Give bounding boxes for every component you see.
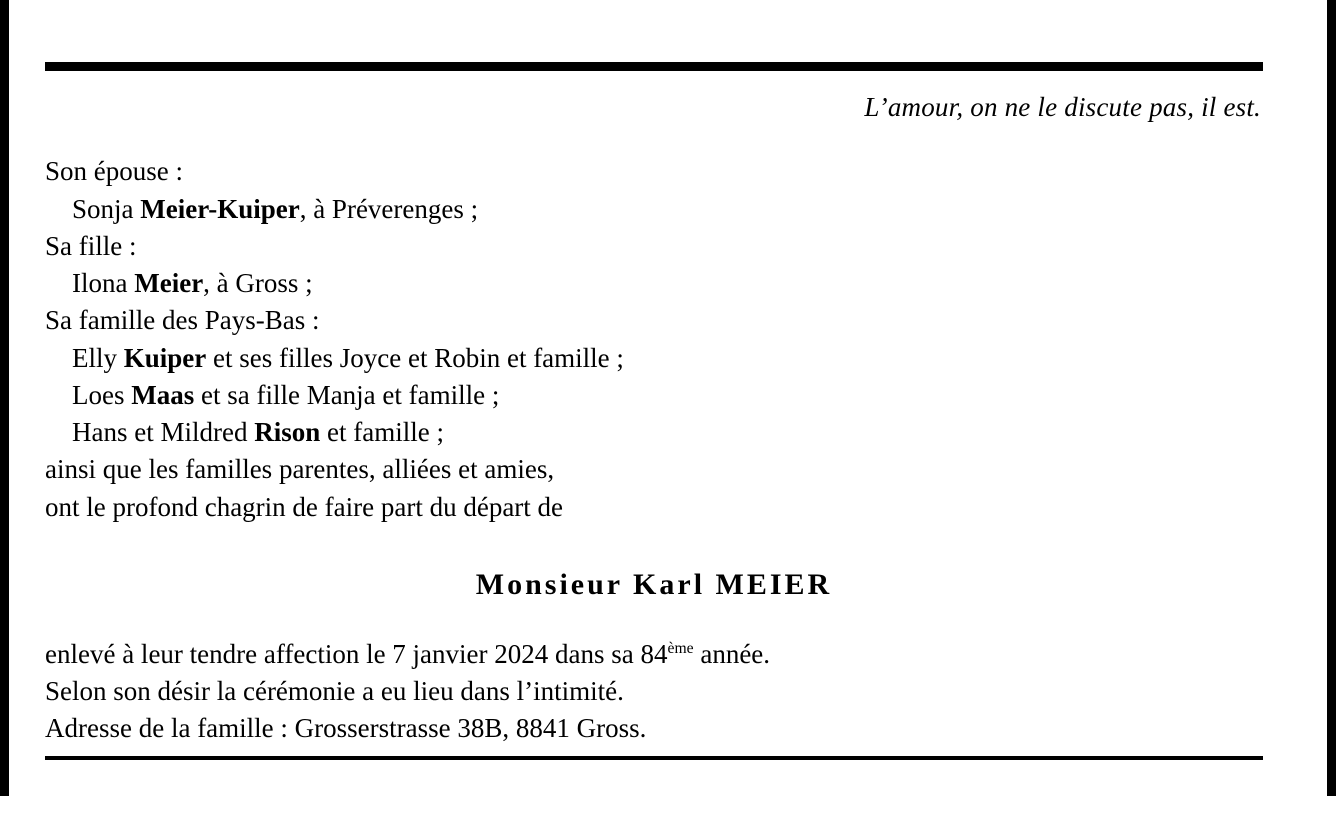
- epigraph: L’amour, on ne le discute pas, il est.: [864, 92, 1261, 122]
- survivor-given-name: Loes: [72, 379, 132, 410]
- death-date-text: enlevé à leur tendre affection le 7 janvier 2024 dans sa 84: [45, 638, 668, 669]
- deceased-name: Monsieur Karl MEIER: [475, 567, 833, 601]
- death-date-text-end: année.: [693, 638, 771, 669]
- list-item: Son épouse :: [45, 156, 183, 187]
- announcement-lead: ont le profond chagrin de faire part du départ de: [45, 491, 564, 522]
- survivor-surname: Rison: [254, 417, 321, 448]
- list-item: [45, 340, 1263, 377]
- scan-edge-bar-right: [1327, 0, 1336, 814]
- list-item: [45, 377, 1263, 414]
- closing-block: [45, 636, 1263, 748]
- survivor-surname: Maas: [131, 379, 195, 410]
- survivor-surname: Meier: [134, 268, 204, 299]
- list-item: [45, 265, 1263, 302]
- survivor-given-name: Hans et Mildred: [72, 417, 255, 448]
- list-item: Sa fille :: [45, 230, 137, 261]
- list-item: Sa famille des Pays-Bas :: [45, 305, 320, 336]
- survivor-relatives: et ses filles Joyce et Robin et famille ;: [206, 342, 624, 373]
- survivor-given-name: Elly: [72, 342, 124, 373]
- survivor-given-name: Ilona: [72, 268, 135, 299]
- survivor-surname: Kuiper: [123, 342, 207, 373]
- death-date-line: [45, 636, 1263, 673]
- bottom-rule: [45, 756, 1263, 760]
- address-line: Adresse de la famille : Grosserstrasse 38B, 8841 Gross.: [45, 713, 647, 744]
- survivors-list: [45, 153, 1263, 526]
- list-item: [45, 191, 1263, 228]
- scan-bottom-margin: [0, 796, 1336, 814]
- ceremony-line: Selon son désir la cérémonie a eu lieu dans l’intimité.: [45, 676, 624, 707]
- survivor-given-name: Sonja: [72, 193, 141, 224]
- survivor-relatives: et sa fille Manja et famille ;: [194, 379, 500, 410]
- scan-edge-bar-left: [0, 0, 9, 814]
- death-notice: [45, 62, 1263, 760]
- top-rule: [45, 62, 1263, 71]
- age-ordinal-suffix: ème: [667, 639, 694, 657]
- survivor-location: , à Gross ;: [203, 268, 313, 299]
- list-item: [45, 414, 1263, 451]
- survivor-location: , à Préverenges ;: [299, 193, 479, 224]
- survivor-relatives: et famille ;: [320, 417, 444, 448]
- list-item: ainsi que les familles parentes, alliées et amies,: [45, 454, 555, 485]
- survivor-surname: Meier-Kuiper: [140, 193, 300, 224]
